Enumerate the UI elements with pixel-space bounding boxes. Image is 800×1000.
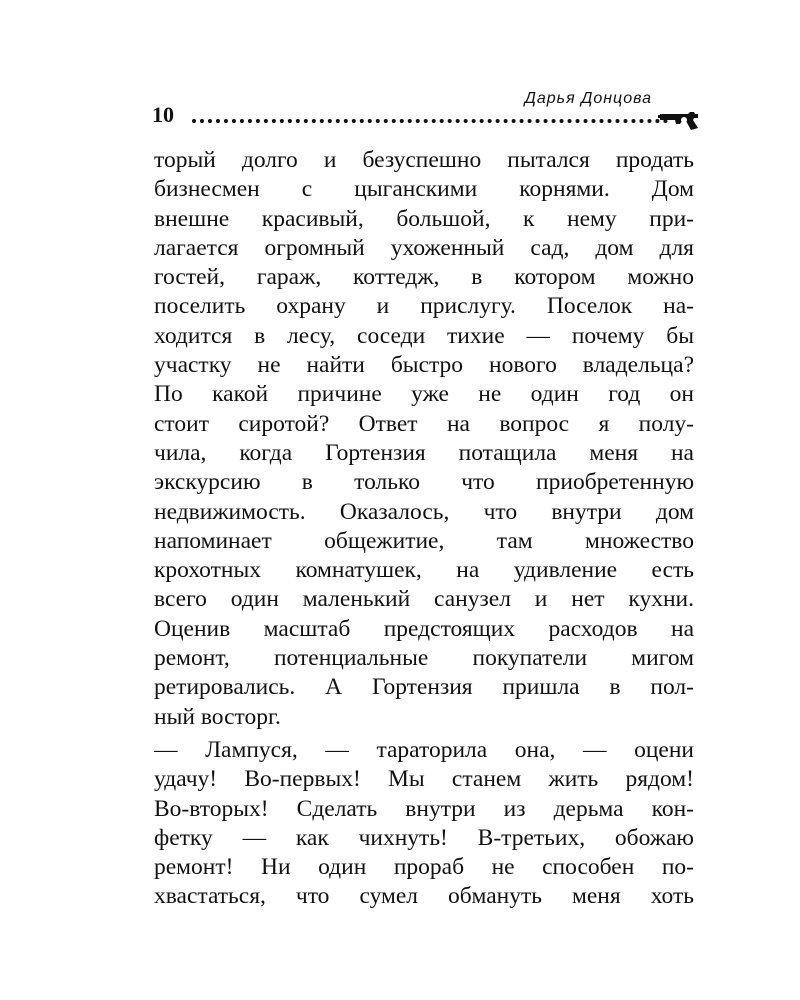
text-line: ремонт! Ни один прораб не способен по-	[154, 854, 694, 881]
page-number: 10	[152, 102, 174, 127]
text-line: стоит сиротой? Ответ на вопрос я полу-	[154, 410, 694, 437]
text-line: ный восторг.	[154, 703, 281, 730]
text-line: ремонт, потенциальные покупатели мигом	[154, 645, 694, 672]
text-line: По какой причине уже не один год он	[154, 381, 694, 408]
text-line: гостей, гараж, коттедж, в котором можно	[154, 264, 694, 291]
text-line: ретировались. А Гортензия пришла в пол-	[154, 674, 694, 701]
text-line: внешне красивый, большой, к нему при-	[154, 205, 694, 232]
text-line: удачу! Во-первых! Мы станем жить рядом!	[154, 766, 694, 793]
dotted-leader	[192, 119, 668, 123]
text-line: участку не найти быстро нового владельца?	[154, 352, 694, 379]
text-line: крохотных комнатушек, на удивление есть	[154, 557, 694, 584]
running-header	[152, 86, 712, 136]
text-line: недвижимость. Оказалось, что внутри дом	[154, 498, 694, 525]
text-line: напоминает общежитие, там множество	[154, 527, 694, 554]
text-line: поселить охрану и прислугу. Поселок на-	[154, 293, 694, 320]
text-line: хвастаться, что сумел обмануть меня хоть	[154, 883, 694, 910]
author-name: Дарья Донцова	[524, 90, 652, 107]
text-line: Оценив масштаб предстоящих расходов на	[154, 615, 694, 642]
text-line: экскурсию в только что приобретенную	[154, 469, 694, 496]
text-line: фетку — как чихнуть! В-третьих, обожаю	[154, 824, 694, 851]
text-line: торый долго и безуспешно пытался продать	[154, 147, 694, 173]
text-line: бизнесмен с цыганскими корнями. Дом	[154, 176, 694, 203]
text-line: ходится в лесу, соседи тихие — почему бы	[154, 322, 694, 349]
text-line: Во-вторых! Сделать внутри из дерьма кон-	[154, 795, 694, 822]
text-line: чила, когда Гортензия потащила меня на	[154, 439, 694, 466]
text-line: всего один маленький санузел и нет кухни.	[154, 586, 694, 613]
text-line: лагается огромный ухоженный сад, дом для	[154, 234, 694, 261]
text-line: — Лампуся, — тараторила она, — оцени	[154, 736, 694, 763]
revolver-icon	[658, 108, 706, 132]
book-text	[154, 146, 694, 912]
